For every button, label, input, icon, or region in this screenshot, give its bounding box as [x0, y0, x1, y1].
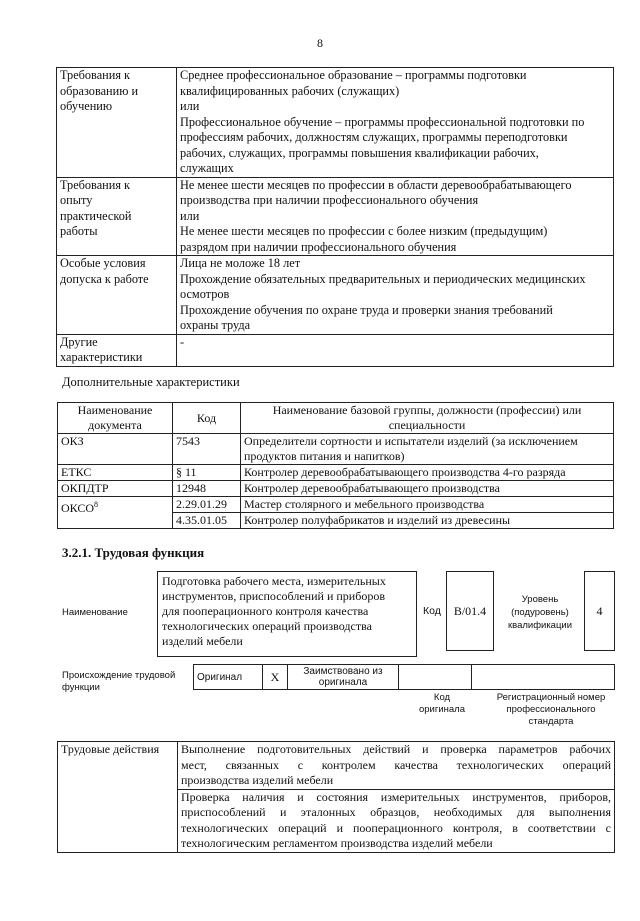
- header-doc: Наименование документа: [58, 403, 173, 434]
- table-row: [58, 465, 614, 481]
- action-item: Выполнение подготовительных действий и проверка параметров рабочих мест, связанных с контролем качества технологических операций производства изделий мебели: [178, 742, 615, 790]
- cell-code: 12948: [173, 481, 241, 497]
- row-value: Среднее профессиональное образование – программы подготовки квалифицированных рабочих (служащих) или Профессиональное обучение – программы профессиональной подготовки по профессиям рабочих, должностям служащих, программы переподготовки рабочих, служащих, программы повышения квалификации рабочих, служащих: [177, 68, 614, 178]
- cell-code: 4.35.01.05: [173, 513, 241, 529]
- actions-label: Трудовые действия: [58, 742, 178, 853]
- row-label: Требования к опыту практической работы: [57, 177, 177, 256]
- origin-label: Происхождение трудовой функции: [62, 670, 176, 693]
- borrowed-cell: Заимствовано из оригинала: [288, 665, 399, 690]
- row-label: Требования к образованию и обучению: [57, 68, 177, 178]
- table-row: [57, 177, 614, 256]
- cell-doc: ОКЗ: [58, 434, 173, 465]
- additional-title: Дополнительные характеристики: [62, 375, 240, 389]
- footnote-mark: 8: [94, 500, 99, 509]
- level-label: Уровень (подуровень) квалификации: [507, 594, 573, 631]
- cell-doc: ОКСО$^8$: [58, 497, 173, 529]
- name-label: Наименование: [62, 607, 128, 618]
- original-mark: X: [263, 665, 288, 690]
- row-value: Не менее шести месяцев по профессии в области деревообрабатывающего производства при наличии профессионального обучения или Не менее шести месяцев по профессии с более низким (предыдущим) разрядом при наличии профессионального обучения: [177, 177, 614, 256]
- level-box: 4: [584, 571, 615, 651]
- additional-table: [57, 402, 614, 529]
- header-code: Код: [173, 403, 241, 434]
- cell-doc: ЕТКС: [58, 465, 173, 481]
- reg-number-cell: [472, 665, 615, 690]
- original-code-cell: [399, 665, 472, 690]
- cell-name: Контролер деревообрабатывающего производства 4-го разряда: [241, 465, 614, 481]
- code-label: Код: [423, 605, 441, 617]
- cell-name: Определители сортности и испытатели изделий (за исключением продуктов питания и напитков): [241, 434, 614, 465]
- function-code-box: B/01.4: [446, 571, 494, 651]
- code-caption: Код оригинала: [418, 692, 465, 715]
- requirements-table: [56, 67, 614, 367]
- header-name: Наименование базовой группы, должности (профессии) или специальности: [241, 403, 614, 434]
- cell-name: Контролер деревообрабатывающего производства: [241, 481, 614, 497]
- function-name-box: Подготовка рабочего места, измерительных инструментов, приспособлений и приборов для пооперационного контроля качества технологических операций производства изделий мебели: [157, 571, 417, 657]
- table-row: [57, 334, 614, 366]
- table-row: [57, 68, 614, 178]
- table-row: [58, 481, 614, 497]
- cell-code: 2.29.01.29: [173, 497, 241, 513]
- table-row: [58, 742, 615, 790]
- cell-code: § 11: [173, 465, 241, 481]
- action-item: Проверка наличия и состояния измерительных инструментов, приборов, приспособлений и эталонных образцов, необходимых для выполнения технологических операций и пооперационного контроля, в соответствии с технологическим регламентом производства изделий мебели: [178, 789, 615, 852]
- table-row: [57, 256, 614, 335]
- row-label: Другие характеристики: [57, 334, 177, 366]
- table-row: [58, 497, 614, 513]
- row-value: Лица не моложе 18 лет Прохождение обязательных предварительных и периодических медицинских осмотров Прохождение обучения по охране труда и проверки знания требований охраны труда: [177, 256, 614, 335]
- row-value: -: [177, 334, 614, 366]
- table-row: [194, 665, 615, 690]
- table-header-row: [58, 403, 614, 434]
- reg-caption: Регистрационный номер профессионального стандарта: [496, 692, 606, 727]
- cell-name: Мастер столярного и мебельного производства: [241, 497, 614, 513]
- section-title: 3.2.1. Трудовая функция: [62, 545, 205, 560]
- cell-name: Контролер полуфабрикатов и изделий из древесины: [241, 513, 614, 529]
- cell-code: 7543: [173, 434, 241, 465]
- origin-table: [193, 664, 615, 690]
- original-cell: Оригинал: [194, 665, 263, 690]
- row-label: Особые условия допуска к работе: [57, 256, 177, 335]
- table-row: [58, 434, 614, 465]
- cell-doc: ОКПДТР: [58, 481, 173, 497]
- labor-actions-table: [57, 741, 615, 853]
- page-number: 8: [317, 36, 323, 50]
